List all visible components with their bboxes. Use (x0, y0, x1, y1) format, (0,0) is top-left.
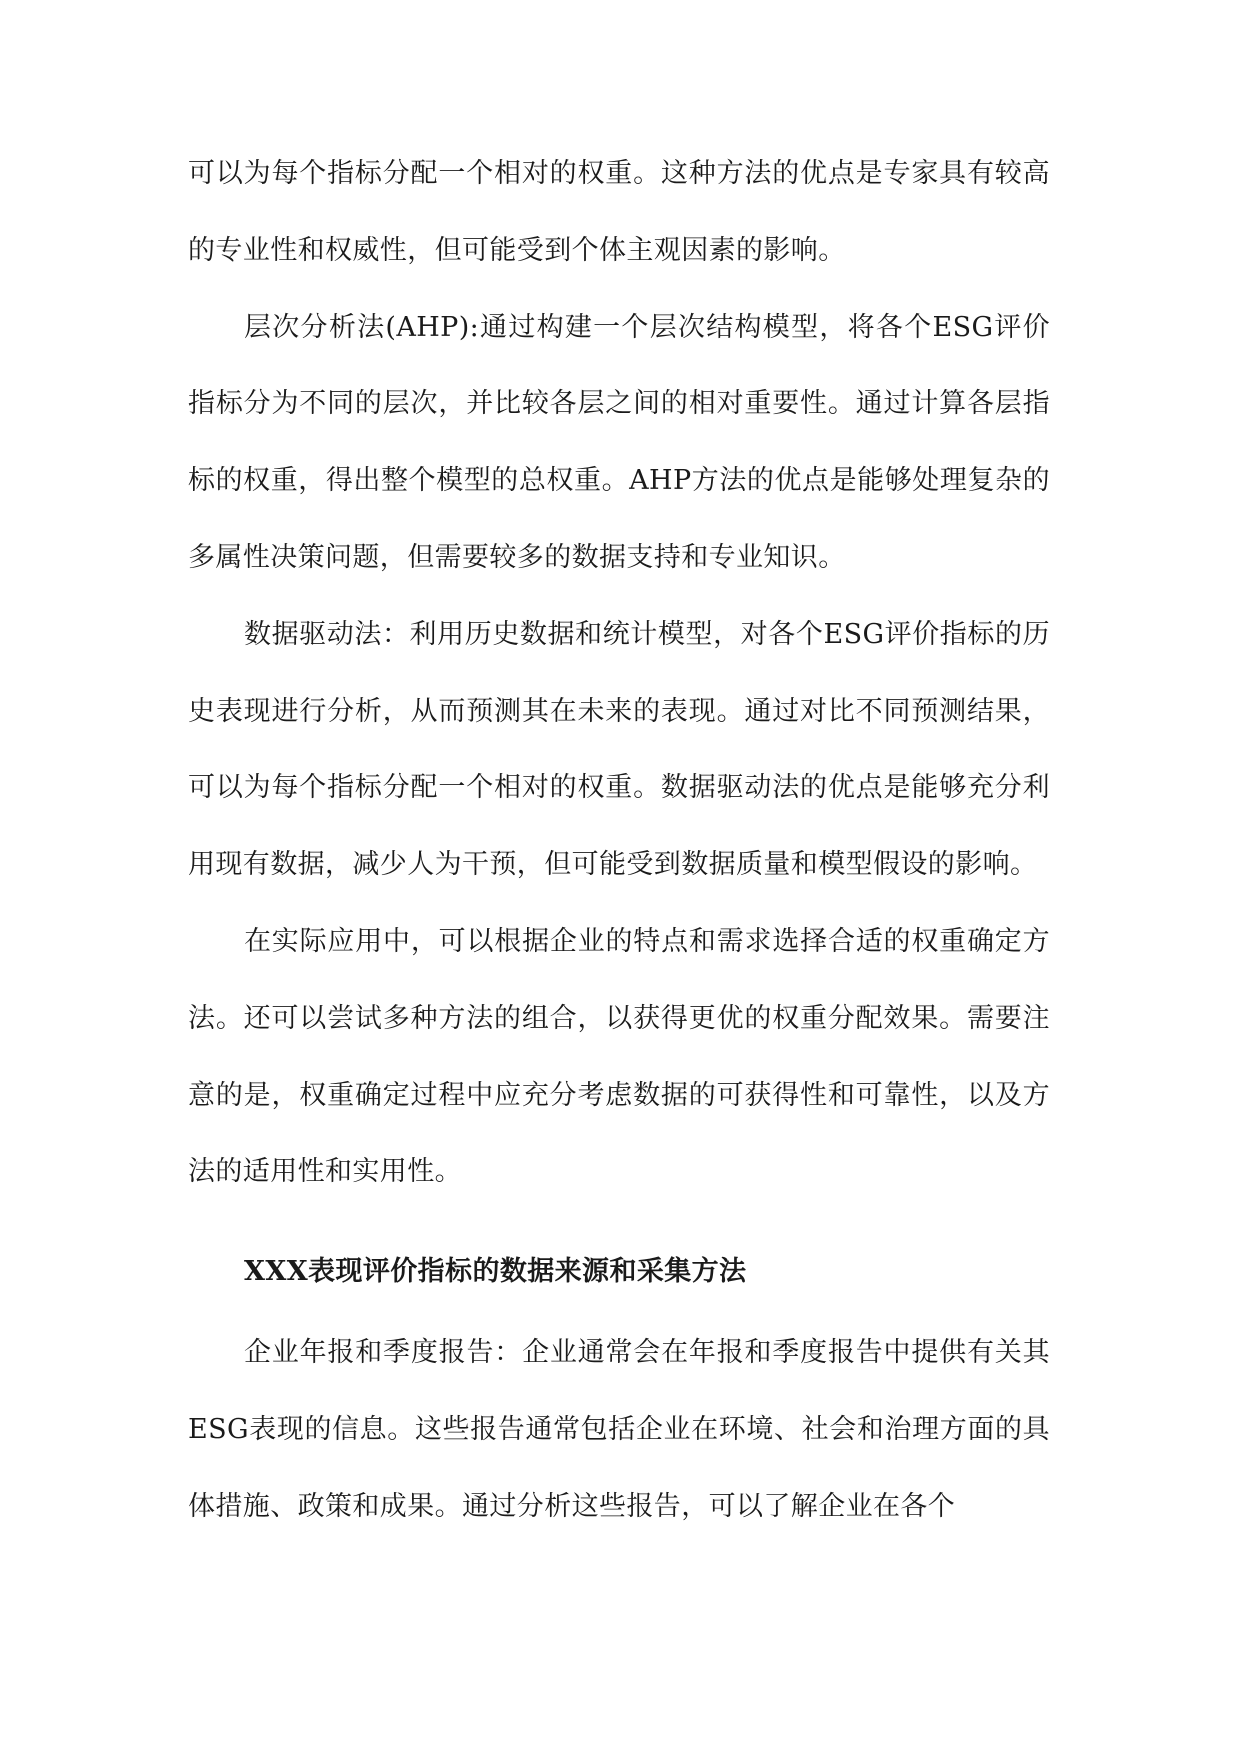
document-body (188, 136, 1050, 1545)
paragraph-ahp-method: 层次分析法(AHP):通过构建一个层次结构模型，将各个ESG评价指标分为不同的层次，并比较各层之间的相对重要性。通过计算各层指标的权重，得出整个模型的总权重。AHP方法的优点是能够处理复杂的多属性决策问题，但需要较多的数据支持和专业知识。 (188, 311, 1050, 573)
paragraph-expert-method-continued: 可以为每个指标分配一个相对的权重。这种方法的优点是专家具有较高的专业性和权威性，但可能受到个体主观因素的影响。 (188, 158, 1050, 266)
section-heading: XXX表现评价指标的数据来源和采集方法 (244, 1256, 747, 1288)
paragraph-data-driven-method: 数据驱动法：利用历史数据和统计模型，对各个ESG评价指标的历史表现进行分析，从而预测其在未来的表现。通过对比不同预测结果，可以为每个指标分配一个相对的权重。数据驱动法的优点是能够充分利用现有数据，减少人为干预，但可能受到数据质量和模型假设的影响。 (188, 618, 1050, 881)
paragraph-practical-application: 在实际应用中，可以根据企业的特点和需求选择合适的权重确定方法。还可以尝试多种方法的组合，以获得更优的权重分配效果。需要注意的是，权重确定过程中应充分考虑数据的可获得性和可靠性，以及方法的适用性和实用性。 (188, 925, 1050, 1188)
paragraph-annual-reports: 企业年报和季度报告：企业通常会在年报和季度报告中提供有关其ESG表现的信息。这些报告通常包括企业在环境、社会和治理方面的具体措施、政策和成果。通过分析这些报告，可以了解企业在各个 (188, 1336, 1050, 1522)
